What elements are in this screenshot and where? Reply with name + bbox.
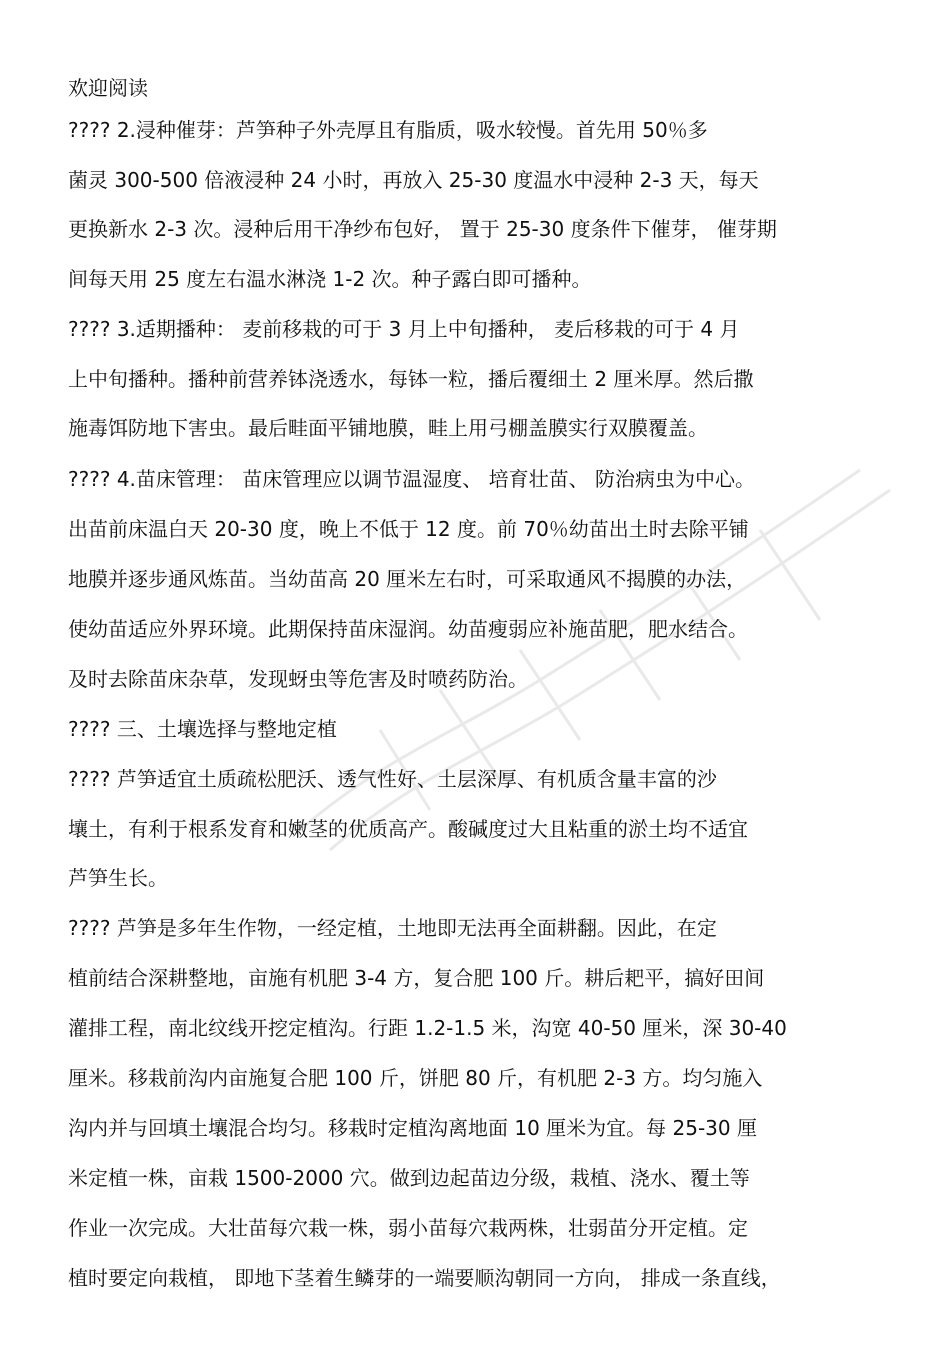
paragraph-line: 芦笋生长。 xyxy=(68,866,168,890)
paragraph-line: 作业一次完成。大壮苗每穴栽一株，弱小苗每穴栽两株，壮弱苗分开定植。定 xyxy=(68,1216,748,1240)
paragraph-line: 施毒饵防地下害虫。最后畦面平铺地膜，畦上用弓棚盖膜实行双膜覆盖。 xyxy=(68,416,708,440)
paragraph-line: 米定植一株，亩栽 1500-2000 穴。做到边起苗边分级，栽植、浇水、覆土等 xyxy=(68,1166,750,1190)
paragraph-line: 灌排工程，南北纹线开挖定植沟。行距 1.2-1.5 米，沟宽 40-50 厘米，深 30-40 xyxy=(68,1016,787,1040)
paragraph-line: 使幼苗适应外界环境。此期保持苗床湿润。幼苗瘦弱应补施苗肥，肥水结合。 xyxy=(68,617,748,641)
paragraph-line: 菌灵 300-500 倍液浸种 24 小时，再放入 25-30 度温水中浸种 2-3 天，每天 xyxy=(68,168,759,192)
paragraph-line: 更换新水 2-3 次。浸种后用干净纱布包好， 置于 25-30 度条件下催芽， 催芽期 xyxy=(68,217,777,241)
paragraph-line: ???? 芦笋适宜土质疏松肥沃、透气性好、土层深厚、有机质含量丰富的沙 xyxy=(68,767,717,791)
paragraph-line: 出苗前床温白天 20-30 度，晚上不低于 12 度。前 70％幼苗出土时去除平铺 xyxy=(68,517,749,541)
paragraph-line: ???? 4.苗床管理： 苗床管理应以调节温湿度、 培育壮苗、 防治病虫为中心。 xyxy=(68,467,755,491)
paragraph-line: 上中旬播种。播种前营养钵浇透水，每钵一粒，播后覆细土 2 厘米厚。然后撒 xyxy=(68,367,754,391)
paragraph-line: 植时要定向栽植， 即地下茎着生鳞芽的一端要顺沟朝同一方向， 排成一条直线， xyxy=(68,1266,781,1290)
paragraph-line: 沟内并与回填土壤混合均匀。移栽时定植沟离地面 10 厘米为宜。每 25-30 厘 xyxy=(68,1116,757,1140)
paragraph-line: 壤土，有利于根系发育和嫩茎的优质高产。酸碱度过大且粘重的淤土均不适宜 xyxy=(68,817,748,841)
paragraph-line: 地膜并逐步通风炼苗。当幼苗高 20 厘米左右时，可采取通风不揭膜的办法， xyxy=(68,567,747,591)
paragraph-line: 植前结合深耕整地，亩施有机肥 3-4 方，复合肥 100 斤。耕后耙平，搞好田间 xyxy=(68,966,765,990)
paragraph-line: ???? 2.浸种催芽：芦笋种子外壳厚且有脂质，吸水较慢。首先用 50％多 xyxy=(68,118,708,142)
paragraph-line: ???? 芦笋是多年生作物，一经定植，土地即无法再全面耕翻。因此，在定 xyxy=(68,916,717,940)
section-heading: ???? 三、土壤选择与整地定植 xyxy=(68,717,337,741)
paragraph-line: 间每天用 25 度左右温水淋浇 1-2 次。种子露白即可播种。 xyxy=(68,267,592,291)
paragraph-line: 及时去除苗床杂草，发现蚜虫等危害及时喷药防治。 xyxy=(68,667,528,691)
page-header: 欢迎阅读 xyxy=(68,76,148,100)
paragraph-line: 厘米。移栽前沟内亩施复合肥 100 斤，饼肥 80 斤，有机肥 2-3 方。均匀施入 xyxy=(68,1066,763,1090)
watermark xyxy=(260,430,900,860)
paragraph-line: ???? 3.适期播种： 麦前移栽的可于 3 月上中旬播种， 麦后移栽的可于 4 月 xyxy=(68,317,740,341)
